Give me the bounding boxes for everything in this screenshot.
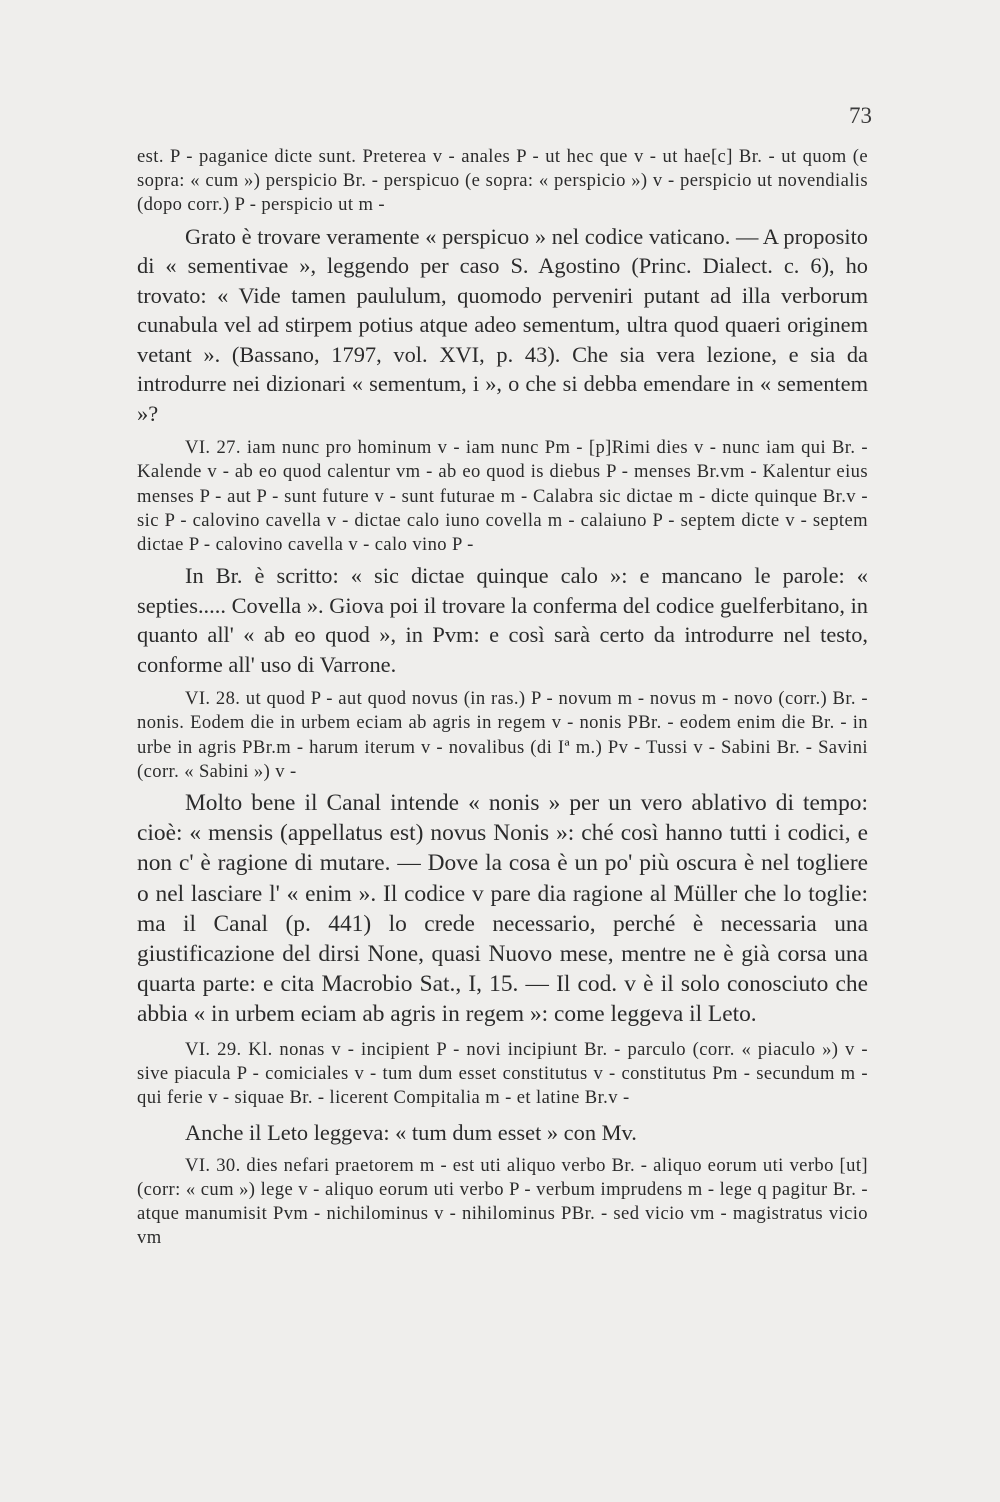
collation-notes-26: est. P - paganice dicte sunt. Preterea v - anales P - ut hec que v - ut hae[c] Br. - ut quom (e sopra: « cum ») perspicio Br. - perspicuo (e sopra: « perspicio ») v - perspicio ut novendialis (dopo corr.) P - perspicio ut m -: [137, 146, 868, 216]
commentary-paragraph: Anche il Leto leggeva: « tum dum esset » con Mv.: [185, 1120, 637, 1146]
commentary-paragraph: In Br. è scritto: « sic dictae quinque calo »: e mancano le parole: « septies..... Covella ». Giova poi il trovare la conferma del codice guelferbitano, in quanto all' « ab eo quod », in Pvm: e così sarà certo da introdurre nel testo, conforme all' uso di Varrone.: [137, 563, 868, 677]
collation-notes-27: VI. 27. iam nunc pro hominum v - iam nunc Pm - [p]Rimi dies v - nunc iam qui Br. - Kalende v - ab eo quod calentur vm - ab eo quod is diebus P - menses Br.vm - Kalentur eius menses P - aut P - sunt future v - sunt futurae m - Calabra sic dictae m - dicte quinque Br.v - sic P - calovino cavella v - dictae calo iuno covella m - calaiuno P - septem dicte v - septem dictae P - calovino cavella v - calo vino P -: [137, 437, 868, 555]
text-body: [137, 145, 868, 1250]
page-number: 73: [849, 103, 872, 128]
commentary-paragraph: Grato è trovare veramente « perspicuo » nel codice vaticano. — A proposito di « sementivae », leggendo per caso S. Agostino (Princ. Dialect. c. 6), ho trovato: « Vide tamen paululum, quomodo perveniri putant ad illa verborum cunabula vel ad stirpem potius atque adeo sementum, ultra quod quaeri originem vetant ». (Bassano, 1797, vol. XVI, p. 43). Che sia vera lezione, e sia da introdurre nei dizionari « sementum, i », o che si debba emendare in « sementem »?: [137, 223, 868, 426]
collation-notes-28: VI. 28. ut quod P - aut quod novus (in ras.) P - novum m - novus m - novo (corr.) Br. - nonis. Eodem die in urbem eciam ab agris in regem v - nonis PBr. - eodem enim die Br. - in urbe in agris PBr.m - harum iterum v - novalibus (di Iª m.) Pv - Tussi v - Sabini Br. - Savini (corr. « Sabini ») v -: [137, 688, 868, 782]
collation-notes-30: VI. 30. dies nefari praetorem m - est uti aliquo verbo Br. - aliquo eorum uti verbo [ut] (corr: « cum ») lege v - aliquo eorum uti verbo P - verbum imprudens m - lege q pagitur Br. - atque manumisit Pvm - nichilominus v - nihilominus PBr. - sed vicio vm - magistratus vicio vm: [137, 1154, 868, 1249]
collation-notes-29: VI. 29. Kl. nonas v - incipient P - novi incipiunt Br. - parculo (corr. « piaculo ») v - sive piacula P - comiciales v - tum dum esset constitutus v - constitutus Pm - secundum m - qui ferie v - siquae Br. - licerent Compitalia m - et latine Br.v -: [137, 1038, 868, 1108]
commentary-paragraph: Molto bene il Canal intende « nonis » per un vero ablativo di tempo: cioè: « mensis (appellatus est) novus Nonis »: ché così hanno tutti i codici, e non c' è ragione di mutare. — Dove la cosa è un po' più oscura è nel togliere o nel lasciare l' « enim ». Il codice v pare dia ragione al Müller che lo toglie: ma il Canal (p. 441) lo crede necessario, perché è necessaria una giustificazione del dirsi None, quasi Nuovo mese, mentre ne è già corsa una quarta parte: e cita Macrobio Sat., I, 15. — Il cod. v è il solo conosciuto che abbia « in urbem eciam ab agris in regem »: come leggeva il Leto.: [137, 789, 868, 1028]
